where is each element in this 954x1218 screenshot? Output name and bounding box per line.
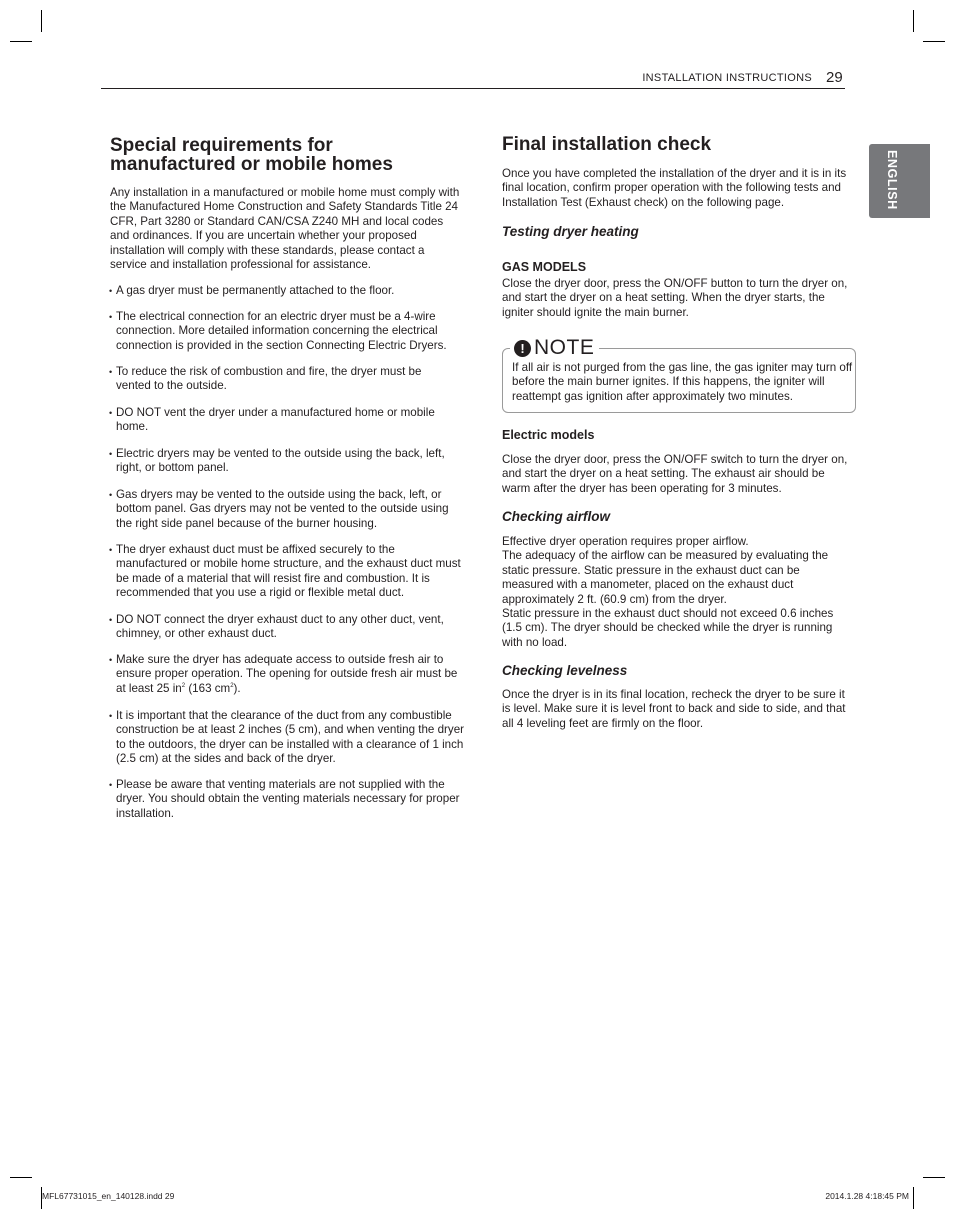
list-item: • DO NOT vent the dryer under a manufactured home or mobile home. <box>110 406 461 435</box>
air-bullet-mid: (163 cm <box>185 681 231 695</box>
crop-mark <box>41 10 42 32</box>
header-rule <box>101 88 845 89</box>
left-title-line1: Special requirements for <box>110 135 333 156</box>
note-text: If all air is not purged from the gas line, the gas igniter may turn off before the main burner ignites. If this happens, the igniter will reattempt gas ignition after approximately two minutes. <box>512 361 853 403</box>
right-section-title: Final installation check <box>502 134 712 155</box>
list-item: • Gas dryers may be vented to the outside using the back, left, or bottom panel. Gas dryers may not be vented to the outside using the right side panel because of the burner housing. <box>110 488 456 531</box>
left-section-title <box>110 136 480 174</box>
crop-mark <box>10 41 32 42</box>
gas-models-heading: GAS MODELS <box>502 260 587 274</box>
list-item: • The electrical connection for an electric dryer must be a 4-wire connection. More detailed information concerning the electrical connection is provided in the section Connecting Electric Dryers. <box>110 310 471 353</box>
footer-timestamp: 2014.1.28 4:18:45 PM <box>825 1191 909 1201</box>
note-title <box>510 337 599 359</box>
page-number: 29 <box>826 69 843 86</box>
electric-models-text: Close the dryer door, press the ON/OFF switch to turn the dryer on, and start the dryer on a heat setting. The exhaust air should be warm after the dryer has been operating for 3 minutes. <box>502 453 848 495</box>
airflow-heading: Checking airflow <box>502 509 611 524</box>
list-item: • Electric dryers may be vented to the outside using the back, left, right, or bottom panel. <box>110 447 471 476</box>
levelness-text: Once the dryer is in its final location, recheck the dryer to be sure it is level. Make sure it is level front to back and side to side, and that all 4 leveling feet are firmly on the floor. <box>502 688 846 730</box>
air-bullet-text: Make sure the dryer has adequate access to outside fresh air to ensure proper operation. The opening for outside fresh air must be at least 25 in <box>116 653 458 695</box>
air-bullet-end: ). <box>233 681 241 695</box>
running-header: INSTALLATION INSTRUCTIONS <box>642 72 812 84</box>
footer-file: MFL67731015_en_140128.indd 29 <box>42 1191 175 1201</box>
airflow-paragraph: Static pressure in the exhaust duct should not exceed 0.6 inches (1.5 cm). The dryer should be checked while the dryer is running with no load. <box>502 607 834 649</box>
crop-mark <box>10 1177 32 1178</box>
crop-mark <box>913 1187 914 1209</box>
crop-mark <box>913 10 914 32</box>
superscript: 2 <box>181 682 186 689</box>
list-item: • A gas dryer must be permanently attached to the floor. <box>110 284 471 298</box>
list-item: • The dryer exhaust duct must be affixed securely to the manufactured or mobile home structure, and the exhaust duct must be made of a material that will resist fire and combustion. It is recommended that you use a rigid or flexible metal duct. <box>110 543 461 601</box>
left-title-line2: manufactured or mobile homes <box>110 154 393 175</box>
airflow-paragraph: Effective dryer operation requires proper airflow. <box>502 535 749 548</box>
levelness-heading: Checking levelness <box>502 663 628 678</box>
airflow-paragraph: The adequacy of the airflow can be measured by evaluating the static pressure. Static pressure in the exhaust duct can be measured with a manometer, placed on the exhaust duct approximately 2 ft. (60.9 cm) from the dryer. <box>502 549 829 606</box>
crop-mark <box>923 1177 945 1178</box>
gas-models-text: Close the dryer door, press the ON/OFF button to turn the dryer on, and start the dryer on a heat setting. When the dryer starts, the igniter should ignite the main burner. <box>502 277 848 319</box>
list-item: • It is important that the clearance of the duct from any combustible construction be at least 2 inches (5 cm), and when venting the dryer to the outdoors, the dryer can be installed with a clearance of 1 inch (2.5 cm) at the sides and back of the dryer. <box>110 709 471 767</box>
electric-models-heading: Electric models <box>502 428 595 442</box>
exclamation-icon: ! <box>514 340 531 357</box>
crop-mark <box>923 41 945 42</box>
list-item: • Please be aware that venting materials are not supplied with the dryer. You should obtain the venting materials necessary for proper installation. <box>110 778 466 821</box>
left-intro: Any installation in a manufactured or mobile home must comply with the Manufactured Home Construction and Safety Standards Title 24 CFR, Part 3280 or Standard CAN/CSA Z240 MH and local codes and ordinances. If you are uncertain whether your proposed installation will comply with these standards, please contact a service and installation professional for assistance. <box>110 186 460 272</box>
language-tab-label: ENGLISH <box>885 150 899 210</box>
superscript: 2 <box>230 682 234 689</box>
testing-heading: Testing dryer heating <box>502 224 639 239</box>
list-item <box>110 653 466 696</box>
list-item: • To reduce the risk of combustion and fire, the dryer must be vented to the outside. <box>110 365 456 394</box>
right-intro: Once you have completed the installation of the dryer and it is in its final location, confirm proper operation with the following tests and Installation Test (Exhaust check) on the following page. <box>502 167 847 209</box>
airflow-text <box>502 535 852 650</box>
list-item: • DO NOT connect the dryer exhaust duct to any other duct, vent, chimney, or other exhaust duct. <box>110 613 466 642</box>
note-label: NOTE <box>534 336 595 359</box>
